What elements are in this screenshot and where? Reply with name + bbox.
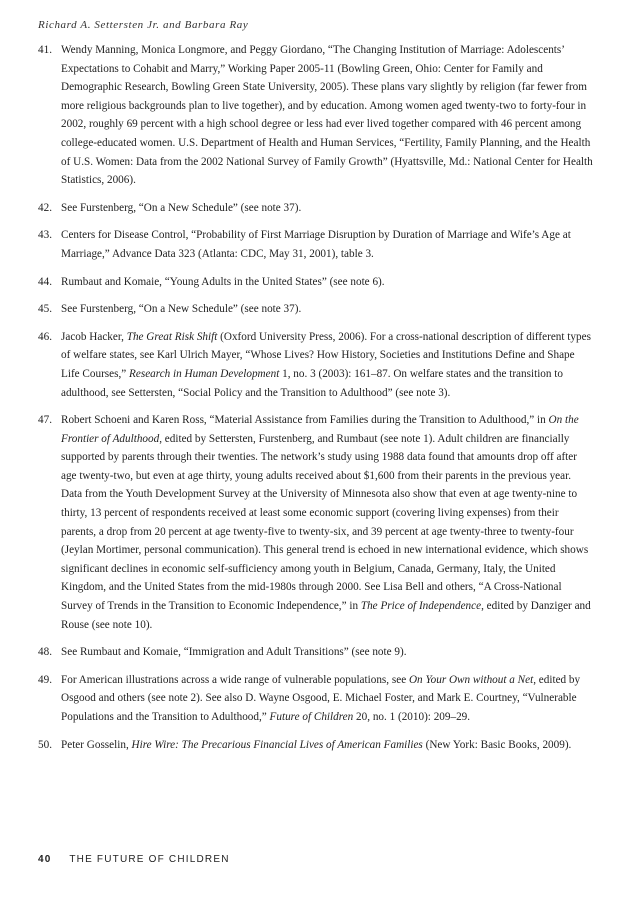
endnotes-list xyxy=(38,41,594,763)
text-run: Centers for Disease Control, “Probability of First Marriage Disruption by Duration of Marriage and Wife’s Age at Marriage,” Advance Data 323 (Atlanta: CDC, May 31, 2001), table 3. xyxy=(61,229,571,260)
endnote-text xyxy=(61,300,594,319)
endnote xyxy=(38,199,594,218)
endnote-number: 48. xyxy=(38,646,52,659)
text-run: , edited by Danziger and Rouse (see note 10). xyxy=(61,600,591,631)
endnote xyxy=(38,300,594,319)
italic-title: Hire Wire: The Precarious Financial Lives of American Families xyxy=(131,738,423,751)
endnote-number: 43. xyxy=(38,229,52,242)
endnote xyxy=(38,41,594,190)
endnote-number: 50. xyxy=(38,738,52,751)
text-run: Peter Gosselin, xyxy=(61,738,132,751)
text-run: Wendy Manning, Monica Longmore, and Peggy Giordano, “The Changing Institution of Marriage: Adolescents’ Expectations to Cohabit and Marry,” Working Paper 2005-11 (Bowling Green, Ohio: Center for Family and Demographic Research, Bowling Green State University, 2005). These plans vary slightly by religion (far fewer from more religious backgrounds plan to live together), and by education. Among women aged twenty-two to forty-four in 2002, roughly 69 percent with a high school degree or less had ever lived together compared with 46 percent among college-educated women. U.S. Department of Health and Human Services, “Fertility, Family Planning, and the Health of U.S. Women: Data from the 2002 National Survey of Family Growth” (Hyattsville, Md.: National Center for Health Statistics, 2006). xyxy=(61,44,593,187)
italic-title: Research in Human Development xyxy=(129,367,280,380)
text-run: See Furstenberg, “On a New Schedule” (see note 37). xyxy=(61,303,302,316)
endnote xyxy=(38,671,594,727)
endnote-text xyxy=(61,273,594,292)
text-run: For American illustrations across a wide range of vulnerable populations, see xyxy=(61,673,409,686)
text-run: , edited by Osgood and others (see note 2). See also D. Wayne Osgood, E. Michael Foster, and Mark E. Courtney, “Vulnerable Populations and the Transition to Adulthood,” xyxy=(61,673,581,723)
text-run: Robert Schoeni and Karen Ross, “Material Assistance from Families during the Transition to Adulthood,” in xyxy=(61,414,549,427)
text-run: Jacob Hacker, xyxy=(61,330,127,343)
endnote-number: 44. xyxy=(38,275,52,288)
text-run: 1, no. 3 (2003): 161–87. On welfare states and the transition to adulthood, see Settersten, “Social Policy and the Transition to Adulthood” (see note 3). xyxy=(61,367,563,399)
endnote xyxy=(38,273,594,292)
endnote-number: 47. xyxy=(38,414,52,427)
endnote-number: 42. xyxy=(38,201,52,214)
italic-title: On Your Own without a Net xyxy=(408,673,534,686)
endnote-text xyxy=(61,226,594,263)
endnote xyxy=(38,328,594,402)
page-number: 40 xyxy=(38,854,52,865)
endnote-number: 41. xyxy=(38,44,52,56)
text-run: 20, no. 1 (2010): 209–29. xyxy=(353,711,471,723)
endnote-text xyxy=(61,411,594,634)
endnote-text xyxy=(61,643,594,662)
running-head: Richard A. Settersten Jr. and Barbara Ray xyxy=(38,19,249,31)
text-run: (Oxford University Press, 2006). For a cross-national description of different types of welfare states, see Karl Ulrich Mayer, “Whose Lives? How History, Societies and Institutions Define and Shape Life Courses,” xyxy=(61,330,591,380)
italic-title: The Price of Independence xyxy=(360,600,482,613)
italic-title: On the Frontier of Adulthood xyxy=(61,414,579,445)
endnote-text xyxy=(61,328,594,402)
text-run: , edited by Settersten, Furstenberg, and Rumbaut (see note 1). Adult children are financially supported by parents through their twenties. The network’s study using 1988 data found that amounts drop off after age twenty-two, but even at age thirty, young adults received about $1,600 from their parents in the previous year. Data from the Youth Development Survey at the University of Minnesota also show that even at age twenty-nine to thirty, 13 percent of respondents received at least some economic support (covering living expenses) from their parents, a drop from 20 percent at age twenty-five to twenty-six, and 39 percent at age twenty-three to twenty-four (Jeylan Mortimer, personal communication). This general trend is echoed in new international evidence, which shows significant declines in economic self-sufficiency among youth in Belgium, Canada, Germany, Italy, the United Kingdom, and the United States from the mid-1980s through 2000. See Lisa Bell and others, “A Cross-National Survey of Trends in the Transition to Economic Independence,” in xyxy=(61,432,589,613)
endnote xyxy=(38,643,594,662)
text-run: Rumbaut and Komaie, “Young Adults in the United States” (see note 6). xyxy=(61,275,385,288)
endnote-text xyxy=(61,41,594,190)
endnote xyxy=(38,736,594,755)
endnote xyxy=(38,411,594,634)
italic-title: The Great Risk Shift xyxy=(126,330,218,343)
endnote-number: 45. xyxy=(38,303,52,316)
text-run: See Rumbaut and Komaie, “Immigration and Adult Transitions” (see note 9). xyxy=(61,646,407,659)
text-run: (New York: Basic Books, 2009). xyxy=(422,738,572,751)
journal-title: THE FUTURE OF CHILDREN xyxy=(69,854,230,865)
endnote-text xyxy=(61,199,594,218)
endnote-text xyxy=(61,671,594,727)
text-run: See Furstenberg, “On a New Schedule” (see note 37). xyxy=(61,201,302,214)
endnote-number: 46. xyxy=(38,330,52,343)
endnote-text xyxy=(61,736,594,755)
endnote xyxy=(38,226,594,263)
italic-title: Future of Children xyxy=(269,711,354,723)
endnote-number: 49. xyxy=(38,673,52,686)
page-footer xyxy=(38,854,230,865)
